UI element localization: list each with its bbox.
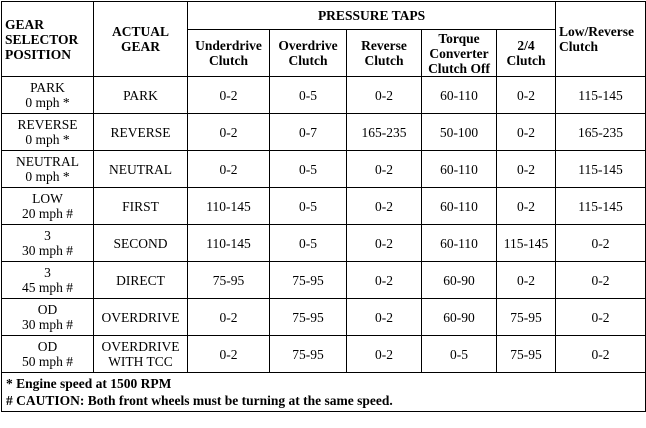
table-row-reverse bbox=[2, 114, 646, 151]
cell-reverse: 0-2 bbox=[347, 336, 422, 373]
cell-torque-converter: 60-110 bbox=[422, 151, 497, 188]
cell-low-reverse: 0-2 bbox=[556, 225, 646, 262]
header-2-4-clutch: 2/4 Clutch bbox=[497, 30, 556, 77]
footnotes bbox=[2, 373, 646, 412]
cell-actual-gear: OVERDRIVE bbox=[94, 299, 188, 336]
cell-overdrive: 0-5 bbox=[270, 151, 347, 188]
footnote-engine-speed: * Engine speed at 1500 RPM bbox=[6, 376, 172, 391]
cell-reverse: 0-2 bbox=[347, 188, 422, 225]
cell-reverse: 165-235 bbox=[347, 114, 422, 151]
cell-low-reverse: 0-2 bbox=[556, 262, 646, 299]
cell-actual-gear: PARK bbox=[94, 77, 188, 114]
header-underdrive-clutch: Underdrive Clutch bbox=[188, 30, 270, 77]
table-row-neutral bbox=[2, 151, 646, 188]
cell-underdrive: 110-145 bbox=[188, 188, 270, 225]
cell-low-reverse: 115-145 bbox=[556, 151, 646, 188]
cell-position: REVERSE 0 mph * bbox=[2, 114, 94, 151]
cell-low-reverse: 0-2 bbox=[556, 336, 646, 373]
cell-position: 3 45 mph # bbox=[2, 262, 94, 299]
header-pressure-taps: PRESSURE TAPS bbox=[188, 2, 556, 30]
header-actual-gear: ACTUAL GEAR bbox=[94, 2, 188, 77]
cell-2-4: 0-2 bbox=[497, 151, 556, 188]
cell-overdrive: 75-95 bbox=[270, 336, 347, 373]
cell-underdrive: 0-2 bbox=[188, 151, 270, 188]
cell-overdrive: 0-5 bbox=[270, 188, 347, 225]
cell-low-reverse: 0-2 bbox=[556, 299, 646, 336]
cell-torque-converter: 0-5 bbox=[422, 336, 497, 373]
header-reverse-clutch: Reverse Clutch bbox=[347, 30, 422, 77]
cell-actual-gear: SECOND bbox=[94, 225, 188, 262]
cell-actual-gear: DIRECT bbox=[94, 262, 188, 299]
cell-position: OD 50 mph # bbox=[2, 336, 94, 373]
cell-position: LOW 20 mph # bbox=[2, 188, 94, 225]
cell-torque-converter: 50-100 bbox=[422, 114, 497, 151]
cell-position: 3 30 mph # bbox=[2, 225, 94, 262]
cell-underdrive: 75-95 bbox=[188, 262, 270, 299]
cell-low-reverse: 115-145 bbox=[556, 77, 646, 114]
table-row-3-45 bbox=[2, 262, 646, 299]
header-torque-converter-clutch-off: Torque Converter Clutch Off bbox=[422, 30, 497, 77]
cell-torque-converter: 60-90 bbox=[422, 299, 497, 336]
cell-position: PARK 0 mph * bbox=[2, 77, 94, 114]
cell-2-4: 115-145 bbox=[497, 225, 556, 262]
pressure-taps-table bbox=[1, 1, 646, 412]
header-row-top bbox=[2, 2, 646, 30]
cell-reverse: 0-2 bbox=[347, 262, 422, 299]
cell-reverse: 0-2 bbox=[347, 299, 422, 336]
table-row-3-30 bbox=[2, 225, 646, 262]
table-row-od-50 bbox=[2, 336, 646, 373]
cell-2-4: 0-2 bbox=[497, 262, 556, 299]
pressure-taps-document bbox=[1, 1, 645, 412]
cell-reverse: 0-2 bbox=[347, 77, 422, 114]
header-overdrive-clutch: Overdrive Clutch bbox=[270, 30, 347, 77]
header-gear-selector-position: GEAR SELECTOR POSITION bbox=[2, 2, 94, 77]
cell-actual-gear: FIRST bbox=[94, 188, 188, 225]
table-row-od-30 bbox=[2, 299, 646, 336]
cell-reverse: 0-2 bbox=[347, 225, 422, 262]
cell-overdrive: 0-5 bbox=[270, 225, 347, 262]
cell-actual-gear: REVERSE bbox=[94, 114, 188, 151]
footnotes-row bbox=[2, 373, 646, 412]
cell-torque-converter: 60-90 bbox=[422, 262, 497, 299]
footnote-caution: # CAUTION: Both front wheels must be turning at the same speed. bbox=[6, 393, 393, 408]
cell-overdrive: 0-5 bbox=[270, 77, 347, 114]
cell-position: NEUTRAL 0 mph * bbox=[2, 151, 94, 188]
cell-actual-gear: OVERDRIVE WITH TCC bbox=[94, 336, 188, 373]
cell-overdrive: 75-95 bbox=[270, 299, 347, 336]
table-row-low bbox=[2, 188, 646, 225]
cell-torque-converter: 60-110 bbox=[422, 225, 497, 262]
cell-underdrive: 110-145 bbox=[188, 225, 270, 262]
cell-2-4: 75-95 bbox=[497, 336, 556, 373]
cell-overdrive: 0-7 bbox=[270, 114, 347, 151]
cell-overdrive: 75-95 bbox=[270, 262, 347, 299]
cell-torque-converter: 60-110 bbox=[422, 77, 497, 114]
cell-torque-converter: 60-110 bbox=[422, 188, 497, 225]
cell-2-4: 0-2 bbox=[497, 77, 556, 114]
cell-low-reverse: 165-235 bbox=[556, 114, 646, 151]
table-row-park bbox=[2, 77, 646, 114]
cell-low-reverse: 115-145 bbox=[556, 188, 646, 225]
cell-underdrive: 0-2 bbox=[188, 114, 270, 151]
cell-underdrive: 0-2 bbox=[188, 299, 270, 336]
cell-2-4: 0-2 bbox=[497, 114, 556, 151]
cell-position: OD 30 mph # bbox=[2, 299, 94, 336]
cell-2-4: 75-95 bbox=[497, 299, 556, 336]
cell-underdrive: 0-2 bbox=[188, 336, 270, 373]
header-low-reverse-clutch: Low/Reverse Clutch bbox=[556, 2, 646, 77]
cell-reverse: 0-2 bbox=[347, 151, 422, 188]
cell-underdrive: 0-2 bbox=[188, 77, 270, 114]
cell-2-4: 0-2 bbox=[497, 188, 556, 225]
cell-actual-gear: NEUTRAL bbox=[94, 151, 188, 188]
